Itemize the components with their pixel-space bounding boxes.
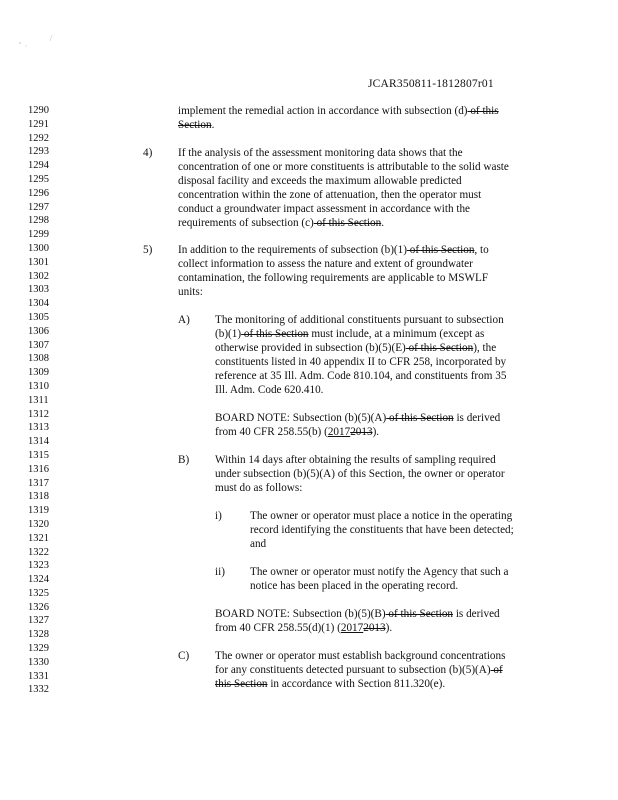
line-number: 1317 [28, 477, 49, 489]
struck-text: of this Section [313, 217, 382, 229]
line-number: 1328 [28, 629, 49, 641]
line-number: 1302 [28, 270, 49, 282]
text-line: Section. [178, 119, 215, 131]
line-number: 1296 [28, 187, 49, 199]
line-number: 1331 [28, 670, 49, 682]
text-line: The owner or operator must notify the Agency that such a [250, 566, 509, 578]
line-number: 1324 [28, 574, 49, 586]
text-line: The owner or operator must establish background concentrations [215, 650, 506, 662]
line-number: 1295 [28, 173, 49, 185]
inserted-text: 2017 [327, 426, 351, 438]
text-line: and [250, 538, 267, 550]
line-number: 1329 [28, 643, 49, 655]
text-line: In addition to the requirements of subsection (b)(1) of this Section, to [178, 244, 489, 256]
item-number: 5) [143, 244, 153, 256]
text-line: reference at 35 Ill. Adm. Code 810.104, and constituents from 35 [215, 370, 507, 382]
item-roman: i) [215, 510, 222, 522]
text-line: requirements of subsection (c) of this Section. [178, 217, 384, 229]
line-number: 1325 [28, 587, 49, 599]
line-number: 1314 [28, 436, 49, 448]
text-line: If the analysis of the assessment monitoring data shows that the [178, 147, 463, 159]
line-number: 1332 [28, 684, 49, 696]
text-line: (b)(1) of this Section must include, at a minimum (except as [215, 328, 485, 340]
line-number: 1310 [28, 380, 49, 392]
board-note-line: BOARD NOTE: Subsection (b)(5)(B) of this Section is derived [215, 608, 500, 620]
text-line: disposal facility and exceeds the maximum allowable predicted [178, 175, 462, 187]
board-note-line: from 40 CFR 258.55(d)(1) (20172013). [215, 622, 393, 634]
text-line: The monitoring of additional constituents pursuant to subsection [215, 314, 504, 326]
struck-text: of this [467, 105, 499, 117]
scan-artifact-mark [16, 33, 56, 53]
line-number-column [28, 104, 49, 697]
text-line: under subsection (b)(5)(A) of this Section, the owner or operator [215, 468, 505, 480]
line-number: 1318 [28, 491, 49, 503]
text-line: this Section in accordance with Section 811.320(e). [215, 678, 446, 690]
text-line: concentration of one or more constituents is attributable to the solid waste [178, 161, 509, 173]
text-line: record identifying the constituents that have been detected; [250, 524, 514, 536]
text-line: conduct a groundwater impact assessment in accordance with the [178, 203, 471, 215]
inserted-text: 2017 [340, 622, 364, 634]
item-letter: C) [178, 650, 190, 662]
text-line: constituents listed in 40 appendix II to CFR 258, incorporated by [215, 356, 507, 368]
item-letter: A) [178, 314, 190, 326]
line-number: 1313 [28, 422, 49, 434]
text-line: units: [178, 286, 203, 298]
item-letter: B) [178, 454, 190, 466]
line-number: 1327 [28, 615, 49, 627]
text-line: contamination, the following requirements are applicable to MSWLF [178, 272, 489, 284]
line-number: 1290 [28, 105, 49, 116]
line-number: 1292 [28, 132, 49, 144]
line-number: 1321 [28, 532, 49, 544]
document-id-header: JCAR350811-1812807r01 [368, 78, 494, 90]
line-number: 1301 [28, 256, 49, 268]
line-number: 1307 [28, 339, 49, 351]
board-note-line: from 40 CFR 258.55(b) (20172013). [215, 426, 380, 438]
line-number: 1306 [28, 325, 49, 337]
item-number: 4) [143, 147, 153, 159]
line-number: 1312 [28, 408, 49, 420]
text-line: otherwise provided in subsection (b)(5)(E) of this Section), the [215, 342, 497, 354]
line-number: 1293 [28, 146, 49, 158]
struck-text: of this Section [241, 328, 309, 340]
board-note-line: BOARD NOTE: Subsection (b)(5)(A) of this Section is derived [215, 412, 501, 424]
text-line: The owner or operator must place a notice in the operating [250, 510, 513, 522]
struck-text: of this Section [386, 412, 454, 424]
struck-text: 2013 [350, 426, 373, 438]
line-number: 1299 [28, 229, 49, 241]
line-number: 1322 [28, 546, 49, 558]
struck-text: 2013 [363, 622, 386, 634]
struck-text: of this Section [385, 608, 454, 620]
line-number: 1319 [28, 505, 49, 517]
text-line: notice has been placed in the operating record. [250, 580, 459, 592]
struck-text: Section [178, 119, 212, 131]
line-number: 1298 [28, 215, 49, 227]
text-line: collect information to assess the nature and extent of groundwater [178, 258, 473, 270]
text-line: concentration within the zone of attenuation, then the operator must [178, 189, 482, 201]
line-number: 1311 [28, 394, 49, 406]
text-line: Ill. Adm. Code 620.410. [215, 384, 324, 396]
line-number: 1300 [28, 242, 49, 254]
line-number: 1308 [28, 353, 49, 365]
struck-text: this Section [215, 678, 268, 690]
line-number: 1316 [28, 463, 49, 475]
line-number: 1303 [28, 284, 49, 296]
text-line: Within 14 days after obtaining the results of sampling required [215, 454, 496, 466]
item-roman: ii) [215, 566, 225, 578]
line-number: 1330 [28, 656, 49, 668]
line-number: 1305 [28, 311, 49, 323]
text-line: for any constituents detected pursuant to subsection (b)(5)(A) of [215, 664, 503, 676]
line-number: 1304 [28, 298, 49, 310]
line-number: 1297 [28, 201, 49, 213]
struck-text: of this Section [405, 342, 474, 354]
line-number: 1326 [28, 601, 49, 613]
struck-text: of this Section [406, 244, 475, 256]
line-number: 1320 [28, 518, 49, 530]
line-number: 1315 [28, 449, 49, 461]
line-number: 1291 [28, 118, 49, 130]
struck-text: of [490, 664, 503, 676]
line-number: 1294 [28, 160, 49, 172]
line-number: 1309 [28, 367, 49, 379]
line-number: 1323 [28, 560, 49, 572]
text-line: must do as follows: [215, 482, 303, 494]
text-line: implement the remedial action in accordance with subsection (d) of this [178, 105, 499, 117]
